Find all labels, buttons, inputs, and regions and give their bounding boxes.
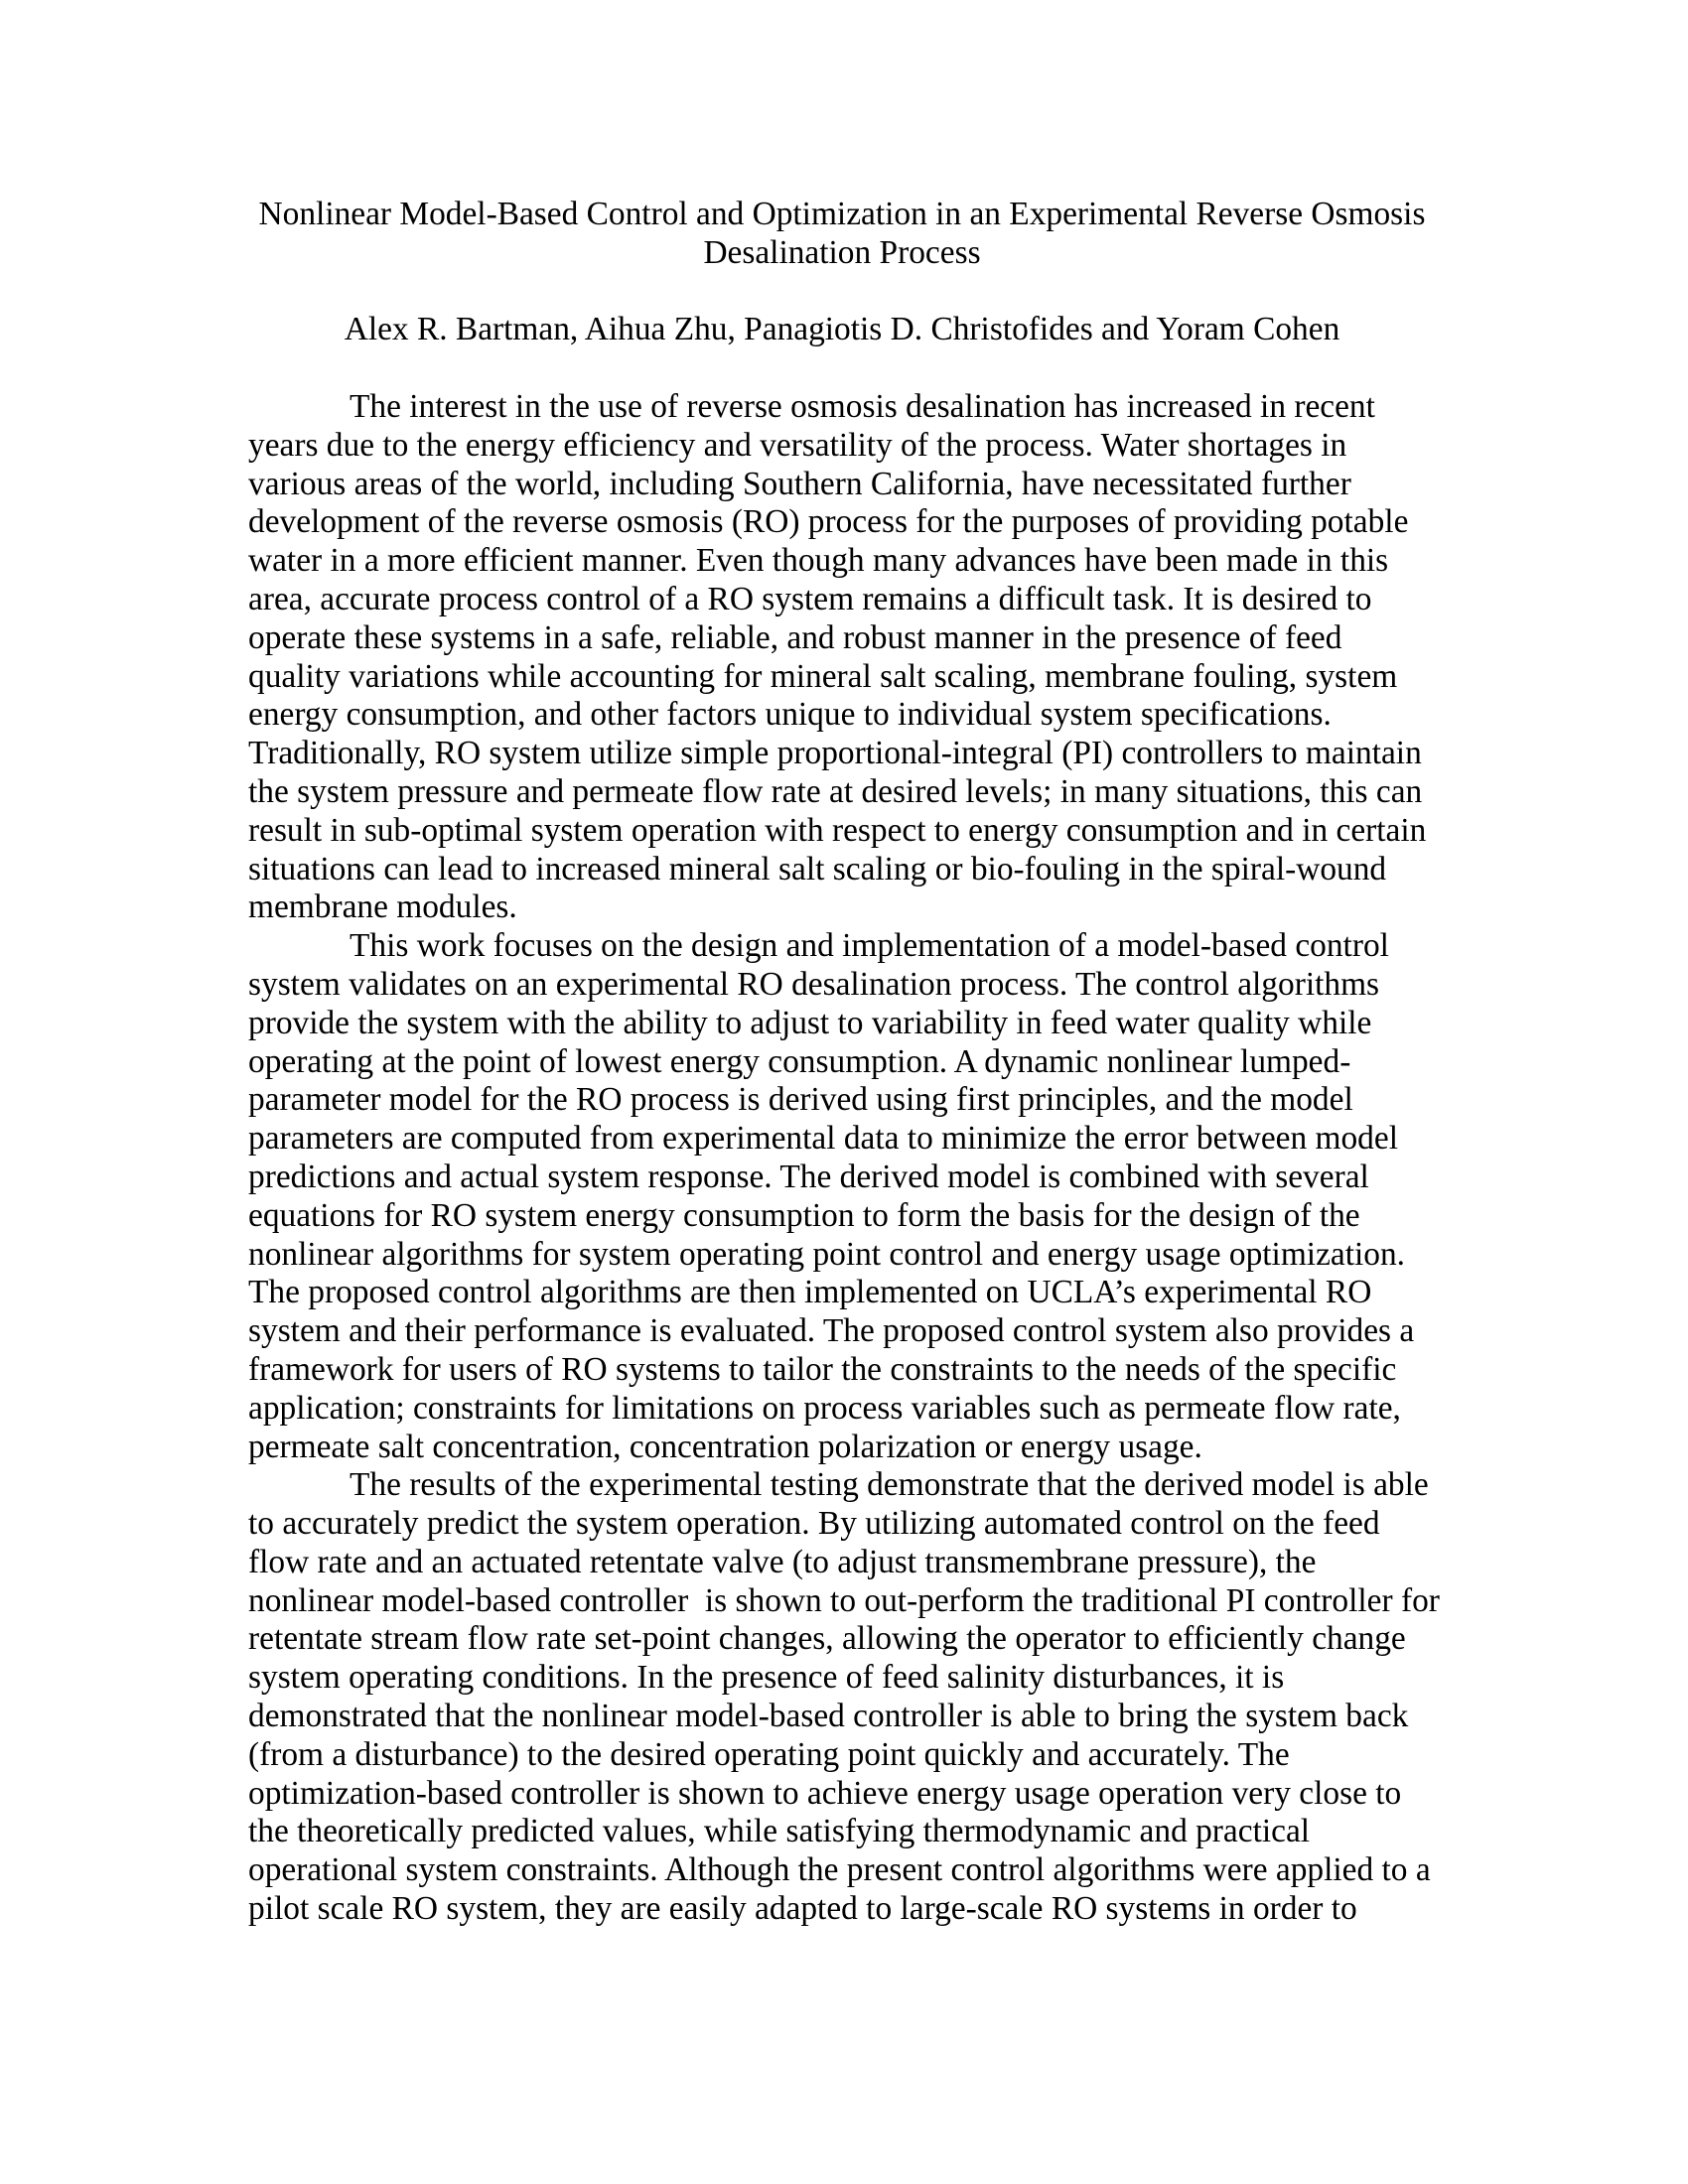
text-line: Traditionally, RO system utilize simple proportional-integral (PI) controllers to maintain [248,735,1422,772]
text-line: water in a more efficient manner. Even though many advances have been made in this [248,542,1389,580]
text-line: membrane modules. [248,888,517,926]
text-line: retentate stream flow rate set-point changes, allowing the operator to efficiently change [248,1620,1406,1658]
text-line: equations for RO system energy consumption to form the basis for the design of the [248,1196,1360,1234]
text-line: to accurately predict the system operation. By utilizing automated control on the feed [248,1505,1380,1543]
text-line: situations can lead to increased mineral salt scaling or bio-fouling in the spiral-wound [248,850,1387,887]
authors-line: Alex R. Bartman, Aihua Zhu, Panagiotis D. Christofides and Yoram Cohen [344,311,1340,348]
blank-line [248,273,1436,312]
text-line: nonlinear model-based controller is shown to out-perform the traditional PI controller for [248,1581,1440,1619]
text-line: pilot scale RO system, they are easily adapted to large-scale RO systems in order to [248,1890,1357,1928]
text-line: result in sub-optimal system operation with respect to energy consumption and in certain [248,811,1427,849]
text-line: application; constraints for limitations on process variables such as permeate flow rate, [248,1389,1401,1427]
text-line: system operating conditions. In the presence of feed salinity disturbances, it is [248,1659,1285,1697]
text-line: various areas of the world, including Southern California, have necessitated further [248,465,1351,502]
text-line: operational system constraints. Although the present control algorithms were applied to a [248,1851,1431,1889]
paper-title-line-2: Desalination Process [703,233,981,271]
text-line: flow rate and an actuated retentate valve (to adjust transmembrane pressure), the [248,1543,1317,1580]
paper-title-line-1: Nonlinear Model-Based Control and Optimization in an Experimental Reverse Osmosis [258,196,1426,232]
text-line: framework for users of RO systems to tailor the constraints to the needs of the specific [248,1350,1397,1388]
text-line: system and their performance is evaluated. The proposed control system also provides a [248,1312,1415,1350]
text-line: the theoretically predicted values, while satisfying thermodynamic and practical [248,1813,1311,1850]
text-line: predictions and actual system response. The derived model is combined with several [248,1158,1369,1195]
text-line: the system pressure and permeate flow rate at desired levels; in many situations, this can [248,772,1423,810]
text-line: parameters are computed from experimental data to minimize the error between model [248,1120,1398,1158]
text-line: operate these systems in a safe, reliable, and robust manner in the presence of feed [248,618,1342,656]
text-line: The results of the experimental testing demonstrate that the derived model is able [350,1466,1429,1504]
page-content [248,196,1440,1929]
text-line: demonstrated that the nonlinear model-based controller is able to bring the system back [248,1698,1409,1735]
text-line: operating at the point of lowest energy consumption. A dynamic nonlinear lumped- [248,1042,1351,1080]
text-line: This work focuses on the design and implementation of a model-based control [350,927,1389,965]
text-line: parameter model for the RO process is derived using first principles, and the model [248,1081,1353,1119]
text-line: system validates on an experimental RO desalination process. The control algorithms [248,965,1380,1003]
text-line: quality variations while accounting for mineral salt scaling, membrane fouling, system [248,657,1398,695]
abstract-body [248,387,1440,1929]
text-line: area, accurate process control of a RO system remains a difficult task. It is desired to [248,580,1372,617]
text-line: optimization-based controller is shown to achieve energy usage operation very close to [248,1774,1402,1812]
text-line: nonlinear algorithms for system operating point control and energy usage optimization. [248,1235,1406,1273]
text-line: years due to the energy efficiency and versatility of the process. Water shortages in [248,426,1347,464]
text-line: provide the system with the ability to adjust to variability in feed water quality while [248,1004,1372,1041]
text-line: The proposed control algorithms are then implemented on UCLA’s experimental RO [248,1274,1372,1311]
text-line: (from a disturbance) to the desired operating point quickly and accurately. The [248,1735,1290,1773]
text-line: The interest in the use of reverse osmosis desalination has increased in recent [350,387,1375,425]
text-line: development of the reverse osmosis (RO) process for the purposes of providing potable [248,503,1409,541]
text-line: energy consumption, and other factors unique to individual system specifications. [248,696,1332,734]
text-line: permeate salt concentration, concentration polarization or energy usage. [248,1428,1202,1465]
blank-line [248,349,1436,388]
